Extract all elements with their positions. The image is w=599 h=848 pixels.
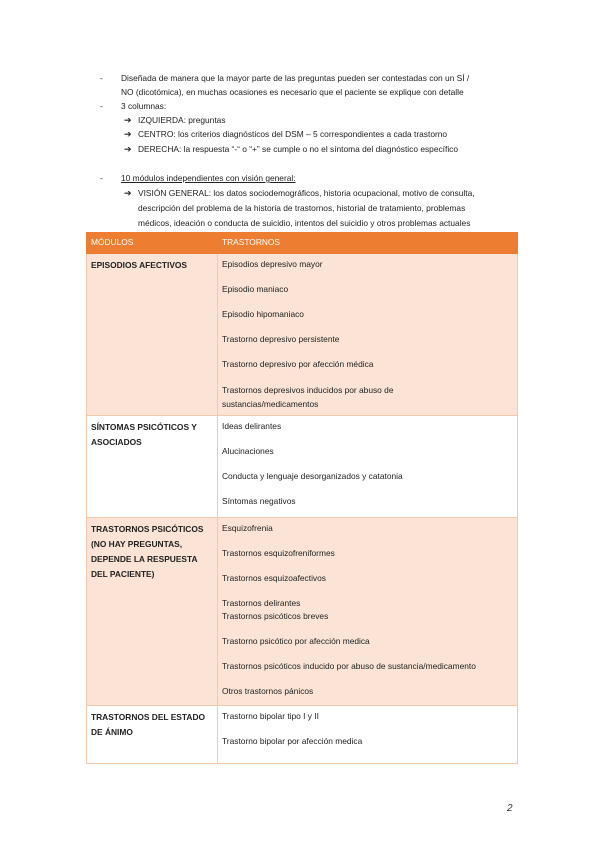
disorder-item: Ideas delirantes bbox=[222, 421, 282, 431]
col-right-label: DERECHA: bbox=[138, 144, 182, 154]
module-name: SÍNTOMAS PSICÓTICOS Y ASOCIADOS bbox=[87, 416, 218, 518]
disorder-item: Esquizofrenia bbox=[222, 523, 273, 533]
table-row bbox=[87, 254, 518, 416]
disorders-cell bbox=[218, 254, 518, 416]
disorder-item: Trastorno depresivo persistente bbox=[222, 334, 340, 344]
bullet-dash: - bbox=[100, 173, 103, 183]
bullet-dash: - bbox=[100, 101, 103, 111]
disorder-item: Trastorno depresivo por afección médica bbox=[222, 359, 374, 369]
module-name: TRASTORNOS PSICÓTICOS (NO HAY PREGUNTAS, DEPENDE LA RESPUESTA DEL PACIENTE) bbox=[87, 518, 218, 706]
col-center-label: CENTRO: bbox=[138, 129, 176, 139]
disorder-item: Trastornos psicóticos inducido por abuso de sustancia/medicamento bbox=[222, 661, 476, 671]
col-left-item bbox=[138, 114, 226, 127]
header-disorders: TRASTORNOS bbox=[218, 233, 518, 254]
col-right-text: la respuesta “-“ o “+” se cumple o no el síntoma del diagnóstico específico bbox=[181, 144, 459, 154]
vision-general-line1 bbox=[138, 187, 475, 200]
disorder-item: Trastornos esquizofreniformes bbox=[222, 548, 335, 558]
header-modules: MÓDULOS bbox=[87, 233, 218, 254]
disorder-item: Trastornos delirantes bbox=[222, 598, 301, 608]
disorders-cell bbox=[218, 416, 518, 518]
arrow-right-icon: ➔ bbox=[124, 129, 132, 139]
vision-general-line3: médicos, ideación o conducta de suicidio, intentos del suicidio y otros problemas actuales bbox=[138, 218, 471, 228]
table-row bbox=[87, 416, 518, 518]
disorder-item: Otros trastornos pánicos bbox=[222, 686, 314, 696]
disorder-item: Síntomas negativos bbox=[222, 496, 296, 506]
disorder-item: Episodio hipomaniaco bbox=[222, 309, 304, 319]
bullet2-text: 3 columnas: bbox=[121, 101, 167, 111]
disorder-item: Alucinaciones bbox=[222, 446, 274, 456]
arrow-right-icon: ➔ bbox=[124, 188, 132, 198]
disorder-item: Trastornos psicóticos breves bbox=[222, 611, 329, 621]
col-right-item bbox=[138, 143, 458, 156]
bullet1-line2: NO (dicotómica), en muchas ocasiones es necesario que el paciente se explique con detalle bbox=[121, 87, 464, 97]
disorders-cell bbox=[218, 518, 518, 706]
col-center-item bbox=[138, 128, 447, 141]
table-header-row bbox=[87, 233, 518, 254]
bullet1-line1: Diseñada de manera que la mayor parte de las preguntas pueden ser contestadas con un SÍ / bbox=[121, 73, 470, 83]
module-name: EPISODIOS AFECTIVOS bbox=[87, 254, 218, 416]
arrow-right-icon: ➔ bbox=[124, 115, 132, 125]
table-row bbox=[87, 518, 518, 706]
disorder-item: Conducta y lenguaje desorganizados y catatonia bbox=[222, 471, 403, 481]
disorder-item: Episodios depresivo mayor bbox=[222, 259, 323, 269]
table-row bbox=[87, 706, 518, 764]
disorder-item: Trastornos esquizoafectivos bbox=[222, 573, 326, 583]
col-left-label: IZQUIERDA: bbox=[138, 115, 186, 125]
disorder-item: Trastorno bipolar tipo I y II bbox=[222, 711, 319, 721]
bullet-dash: - bbox=[100, 73, 103, 83]
page-number: 2 bbox=[507, 803, 513, 814]
vg-line1-rest: los datos sociodemográficos, historia ocupacional, motivo de consulta, bbox=[211, 188, 475, 198]
vg-label: VISIÓN GENERAL: bbox=[138, 188, 212, 198]
arrow-right-icon: ➔ bbox=[124, 144, 132, 154]
disorder-item: Trastornos depresivos inducidos por abuso de sustancias/medicamentos bbox=[222, 385, 394, 409]
col-center-text: los criterios diagnósticos del DSM – 5 correspondientes a cada trastorno bbox=[175, 129, 448, 139]
disorder-item: Trastorno bipolar por afección medica bbox=[222, 736, 363, 746]
disorder-item: Episodio maniaco bbox=[222, 284, 289, 294]
col-left-text: preguntas bbox=[185, 115, 226, 125]
disorder-item: Trastorno psicótico por afección medica bbox=[222, 636, 370, 646]
modules-table bbox=[86, 232, 518, 764]
vision-general-line2: descripción del problema de la historia de trastornos, historial de tratamiento, problemas bbox=[138, 203, 466, 213]
module-name: TRASTORNOS DEL ESTADO DE ÁNIMO bbox=[87, 706, 218, 764]
bullet3-text: 10 módulos independientes con visión general: bbox=[121, 173, 296, 183]
disorders-cell bbox=[218, 706, 518, 764]
